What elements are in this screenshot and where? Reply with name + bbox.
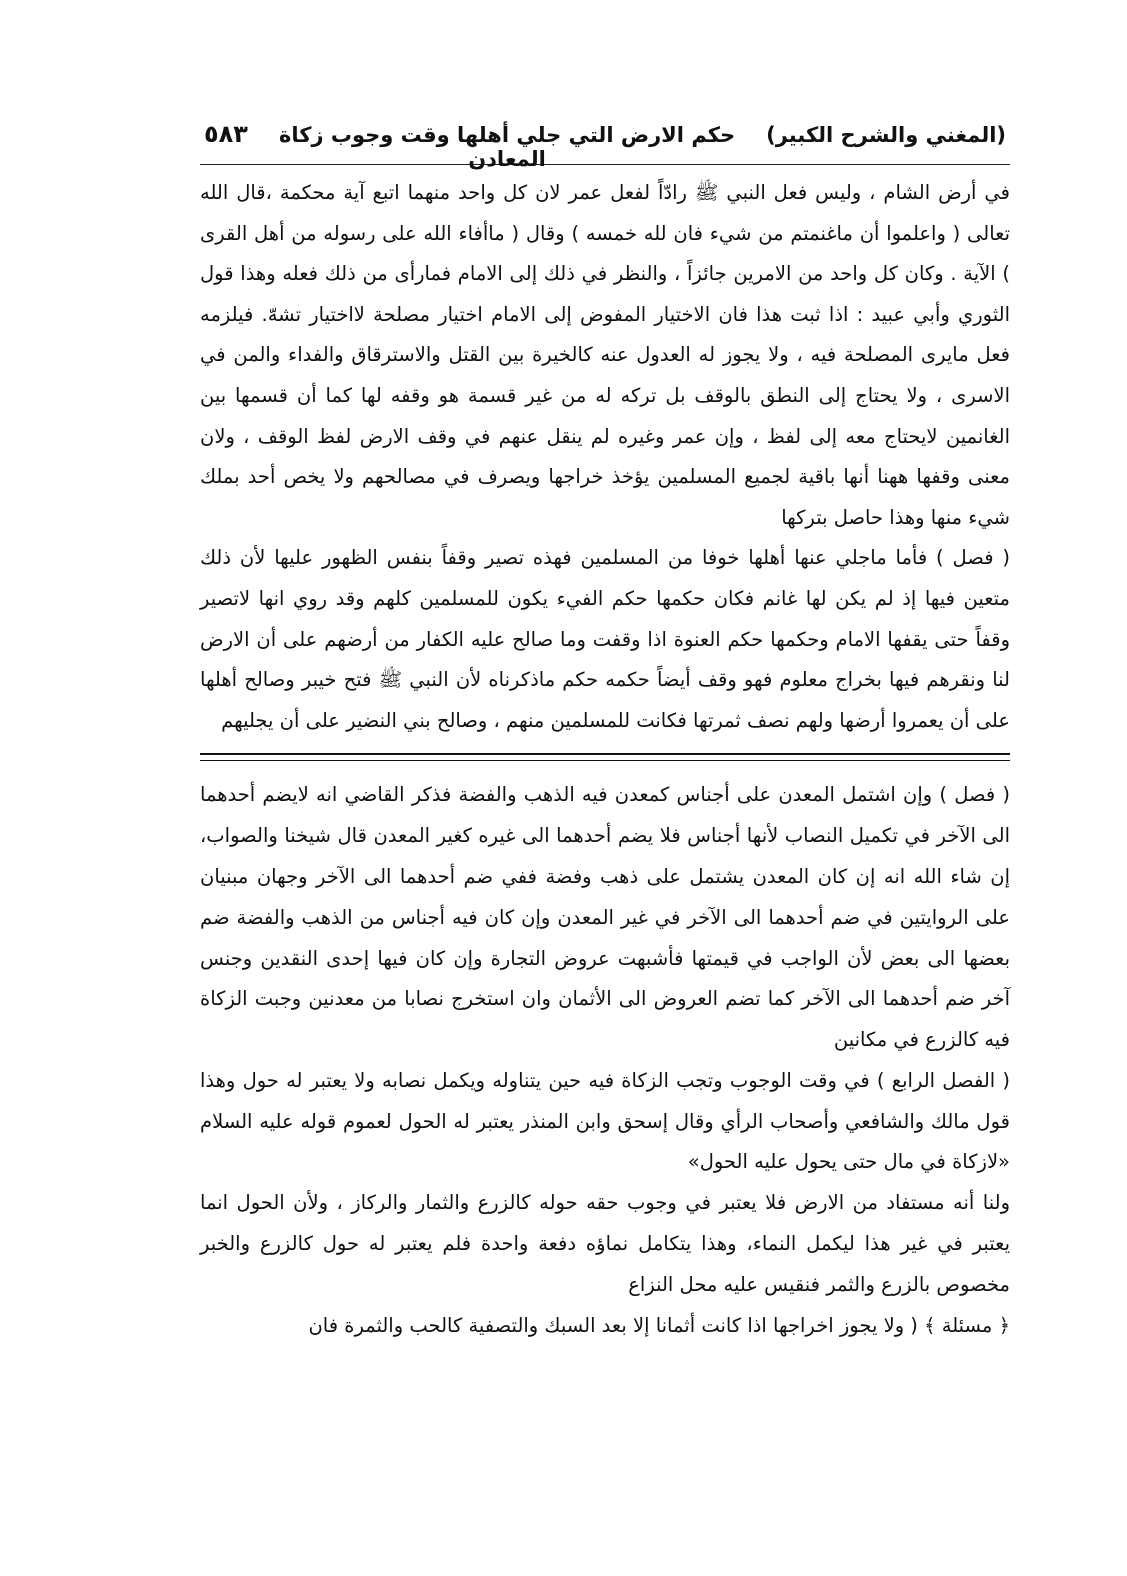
commentary-paragraph: ﴿ مسئلة ﴾ ( ولا يجوز اخراجها اذا كانت أثمانا إلا بعد السبك والتصفية كالحب والثمرة فان: [308, 1313, 1010, 1337]
main-paragraph: في أرض الشام ، وليس فعل النبي ﷺ رادّاً لفعل عمر لان كل واحد منهما اتبع آية محكمة ،قال الله تعالى ( واعلموا أن ماغنمتم من شيء فان لله خمسه ) وقال ( ماأفاء الله على رسوله من أهل القرى ) الآية . وكان كل واحد من الامرين جائزاً ، والنظر في ذلك إلى الامام فمارأى من ذلك فعله وهذا قول الثوري وأبي عبيد : اذا ثبت هذا فان الاختيار المفوض إلى الامام اختيار مصلحة لااختيار تشهّ. فيلزمه فعل مايرى المصلحة فيه ، ولا يجوز له العدول عنه كالخيرة بين القتل والاسترقاق والفداء والمن في الاسرى ، ولا يحتاج إلى النطق بالوقف بل تركه له من غير قسمة هو وقفه لها كما أن قسمها بين الغانمين لايحتاج معه إلى لفظ ، وإن عمر وغيره لم ينقل عنهم في وقف الارض لفظ الوقف ، ولان معنى وقفها ههنا أنها باقية لجميع المسلمين يؤخذ خراجها ويصرف في مصالحهم ولا يخص أحد بملك شيء منها وهذا حاصل بتركها: [200, 181, 1010, 529]
commentary-paragraph: ( الفصل الرابع ) في وقت الوجوب وتجب الزكاة فيه حين يتناوله ويكمل نصابه ولا يعتبر له حول وهذا قول مالك والشافعي وأصحاب الرأي وقال إسحق وابن المنذر يعتبر له الحول لعموم قوله عليه السلام «لازكاة في مال حتى يحول عليه الحول»: [200, 1068, 1010, 1174]
commentary-paragraph: ولنا أنه مستفاد من الارض فلا يعتبر في وجوب حقه حوله كالزرع والثمار والركاز ، ولأن الحول انما يعتبر في غير هذا ليكمل النماء، وهذا يتكامل نماؤه دفعة واحدة فلم يعتبر له حول كالزرع والخبر مخصوص بالزرع والثمر فنقيس عليه محل النزاع: [200, 1191, 1010, 1296]
book-title: (المغني والشرح الكبير): [766, 123, 1006, 147]
section-divider: [200, 753, 1010, 761]
lower-commentary: [200, 775, 1010, 1346]
main-text: [200, 173, 1010, 741]
commentary-paragraph: ( فصل ) وإن اشتمل المعدن على أجناس كمعدن فيه الذهب والفضة فذكر القاضي انه لايضم أحدهما الى الآخر في تكميل النصاب لأنها أجناس فلا يضم أحدهما الى غيره كغير المعدن قال شيخنا والصواب، إن شاء الله انه إن كان المعدن يشتمل على ذهب وفضة ففي ضم أحدهما الى الآخر وجهان مبنيان على الروايتين في ضم أحدهما الى الآخر في غير المعدن وإن كان فيه أجناس من الذهب والفضة ضم بعضها الى بعض لأن الواجب في قيمتها فأشبهت عروض التجارة وإن كان فيها إحدى النقدين وجنس آخر ضم أحدهما الى الآخر كما تضم العروض الى الأثمان وان استخرج نصابا من معدنين وجبت الزكاة فيه كالزرع في مكانين: [200, 783, 1010, 1052]
main-paragraph: ( فصل ) فأما ماجلي عنها أهلها خوفا من المسلمين فهذه تصير وقفاً بنفس الظهور عليها لأن ذلك متعين فيها إذ لم يكن لها غانم فكان حكمها حكم الفيء يكون للمسلمين كلهم وقد روي انها لاتصير وقفاً حتى يقفها الامام وحكمها حكم العنوة اذا وقفت وما صالح عليه الكفار من أرضهم على أن الارض لنا ونقرهم فيها بخراج معلوم فهو وقف أيضاً حكمه حكم ماذكرناه لأن النبي ﷺ فتح خيبر وصالح أهلها على أن يعمروا أرضها ولهم نصف ثمرتها فكانت للمسلمين منهم ، وصالح بني النضير على أن يجليهم: [200, 546, 1010, 732]
page-number: ٥٨٣: [204, 120, 248, 148]
chapter-title: حكم الارض التي جلي أهلها وقت وجوب زكاة المعادن: [278, 123, 736, 171]
running-header: [200, 120, 1010, 171]
book-page: [200, 120, 1010, 1346]
